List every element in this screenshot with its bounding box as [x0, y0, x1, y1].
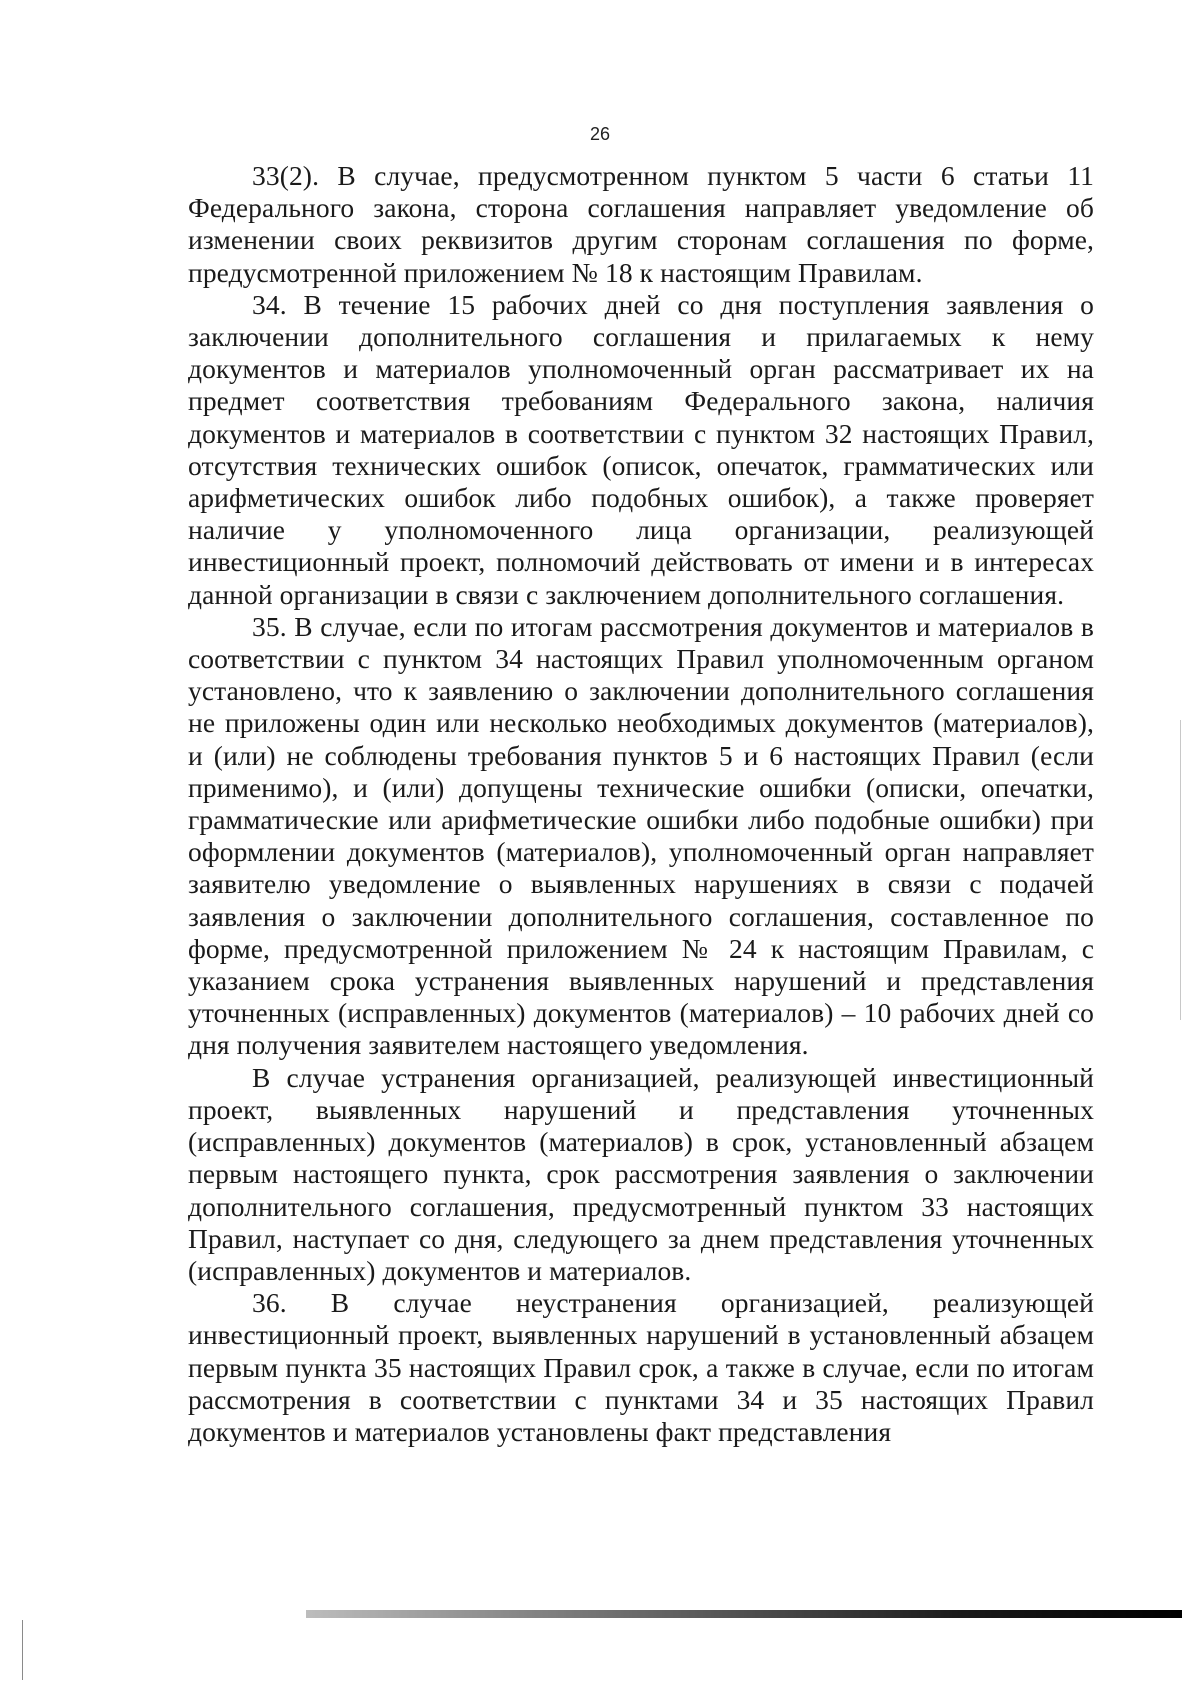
paragraph-35: 35. В случае, если по итогам рассмотрения документов и материалов в соответствии с пунктом 34 настоящих Правил уполномоченным органом установлено, что к заявлению о заключении дополнительного соглашения не приложены один или несколько необходимых документов (материалов), и (или) не соблюдены требования пунктов 5 и 6 настоящих Правил (если применимо), и (или) допущены технические ошибки (описки, опечатки, грамматические или арифметические ошибки либо подобные ошибки) при оформлении документов (материалов), уполномоченный орган направляет заявителю уведомление о выявленных нарушениях в связи с подачей заявления о заключении дополнительного соглашения, составленное по форме, предусмотренной приложением № 24 к настоящим Правилам, с указанием срока устранения выявленных нарушений и представления уточненных (исправленных) документов (материалов) – 10 рабочих дней со дня получения заявителем настоящего уведомления. — [188, 610, 1094, 1061]
scan-bottom-edge-line — [306, 1610, 1182, 1618]
paragraph-36: 36. В случае неустранения организацией, реализующей инвестиционный проект, выявленных нарушений в установленный абзацем первым пункта 35 настоящих Правил срок, а также в случае, если по итогам рассмотрения в соответствии с пунктами 34 и 35 настоящих Правил документов и материалов установлены факт представления — [188, 1287, 1094, 1447]
paragraph-34: 34. В течение 15 рабочих дней со дня поступления заявления о заключении дополнительного соглашения и прилагаемых к нему документов и материалов уполномоченный орган рассматривает их на предмет соответствия требованиям Федерального закона, наличия документов и материалов в соответствии с пунктом 32 настоящих Правил, отсутствия технических ошибок (описок, опечаток, грамматических или арифметических ошибок либо подобных ошибок), а также проверяет наличие у уполномоченного лица организации, реализующей инвестиционный проект, полномочий действовать от имени и в интересах данной организации в связи с заключением дополнительного соглашения. — [188, 288, 1094, 610]
scan-margin-mark-left — [22, 1620, 23, 1680]
paragraph-35-second-part: В случае устранения организацией, реализующей инвестиционный проект, выявленных нарушений и представления уточненных (исправленных) документов (материалов) в срок, установленный абзацем первым настоящего пункта, срок рассмотрения заявления о заключении дополнительного соглашения, предусмотренный пунктом 33 настоящих Правил, наступает со дня, следующего за днем представления уточненных (исправленных) документов и материалов. — [188, 1061, 1094, 1286]
scan-margin-mark-right — [1180, 720, 1181, 1020]
paragraph-33-2: 33(2). В случае, предусмотренном пунктом 5 части 6 статьи 11 Федерального закона, сторона соглашения направляет уведомление об изменении своих реквизитов другим сторонам соглашения по форме, предусмотренной приложением № 18 к настоящим Правилам. — [188, 160, 1094, 288]
document-body — [188, 160, 1094, 1448]
page-number: 26 — [589, 124, 611, 144]
